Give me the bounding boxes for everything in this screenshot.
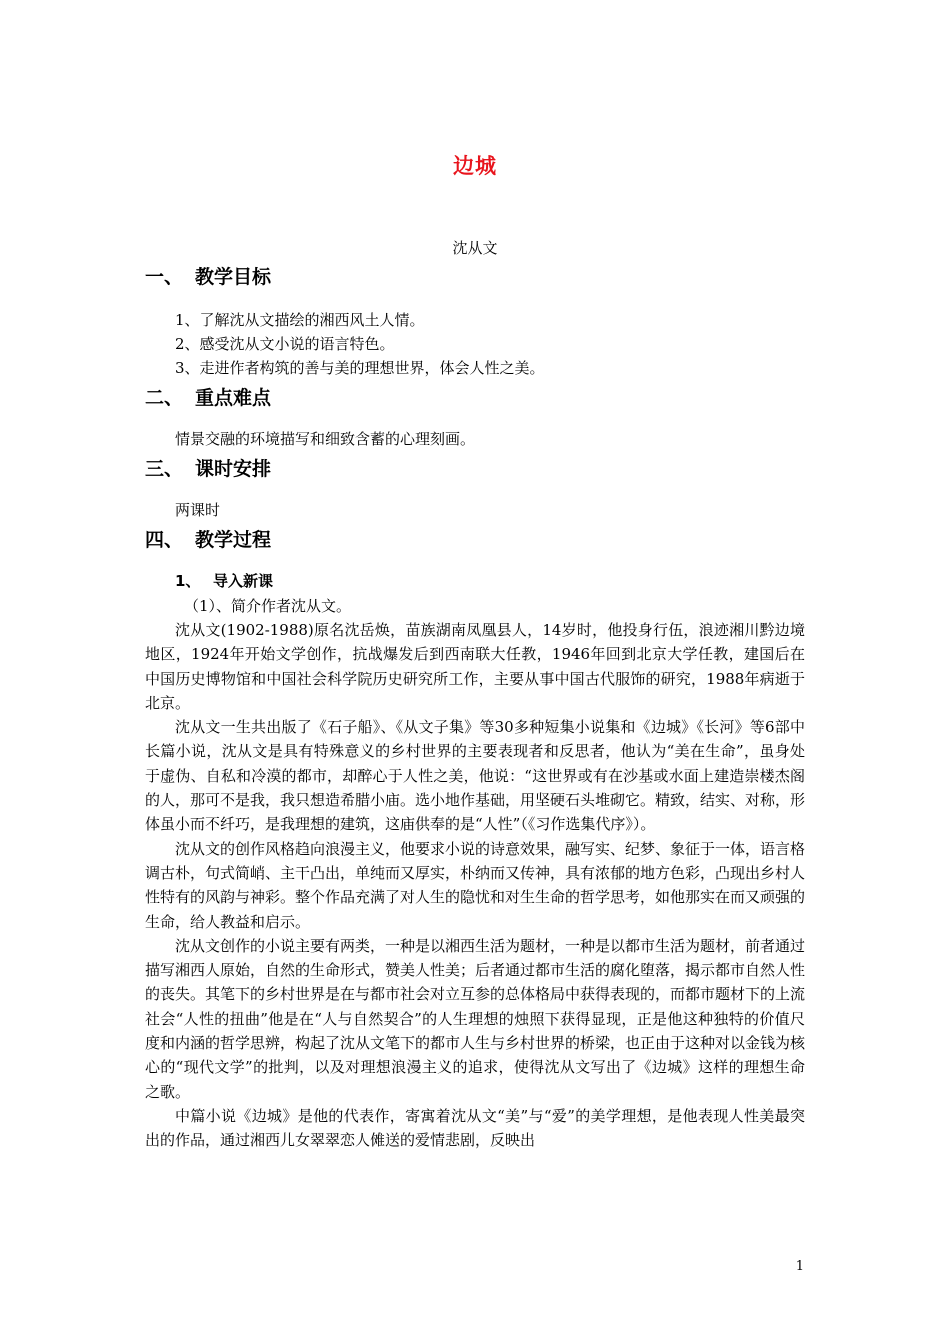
- section-number: 一、: [145, 266, 184, 288]
- objective-item: 1、了解沈从文描绘的湘西风土人情。: [175, 311, 425, 329]
- document-author: 沈从文: [452, 239, 498, 257]
- objective-item: 2、感受沈从文小说的语言特色。: [175, 335, 395, 353]
- subsection-intro: （1）、简介作者沈从文。: [184, 597, 352, 615]
- subsection-title: 导入新课: [213, 572, 274, 590]
- subsection-heading: [175, 570, 273, 591]
- section-title: 课时安排: [195, 458, 272, 480]
- section-heading-objectives: [145, 262, 271, 289]
- section-number: 四、: [145, 529, 184, 551]
- section-number: 二、: [145, 387, 184, 409]
- document-title: 边城: [453, 154, 497, 178]
- section-title: 教学目标: [195, 266, 272, 288]
- section-title: 重点难点: [195, 387, 272, 409]
- key-points-text: 情景交融的环境描写和细致含蓄的心理刻画。: [175, 430, 476, 448]
- schedule-text: 两课时: [175, 501, 221, 519]
- page-number: 1: [795, 1259, 804, 1274]
- section-heading-key-points: [145, 383, 271, 410]
- paragraph: 沈从文一生共出版了《石子船》、《从文子集》等30多种短集小说集和《边城》《长河》等6部中长篇小说，沈从文是具有特殊意义的乡村世界的主要表现者和反思者，他认为“美在生命”，虽身处于虚伪、自私和冷漠的都市，却醉心于人性之美，他说：“这世界或有在沙基或水面上建造崇楼杰阁的人，那可不是我，我只想造希腊小庙。选小地作基础，用坚硬石头堆砌它。精致，结实、对称，形体虽小而不纤巧，是我理想的建筑，这庙供奉的是“人性”（《习作选集代序》）。: [145, 718, 806, 834]
- section-heading-process: [145, 525, 271, 552]
- body-text: [145, 618, 805, 1153]
- subsection-number: 1、: [175, 572, 201, 590]
- paragraph: 中篇小说《边城》是他的代表作，寄寓着沈从文“美”与“爱”的美学理想，是他表现人性美最突出的作品，通过湘西儿女翠翠恋人傩送的爱情悲剧，反映出: [145, 1106, 805, 1150]
- section-heading-schedule: [145, 454, 271, 481]
- section-number: 三、: [145, 458, 184, 480]
- paragraph: 沈从文(1902-1988)原名沈岳焕，苗族湖南凤凰县人，14岁时，他投身行伍，浪迹湘川黔边境地区，1924年开始文学创作，抗战爆发后到西南联大任教，1946年回到北京大学任教，建国后在中国历史博物馆和中国社会科学院历史研究所工作，主要从事中国古代服饰的研究，1988年病逝于北京。: [145, 621, 805, 712]
- section-title: 教学过程: [195, 529, 272, 551]
- objective-item: 3、走进作者构筑的善与美的理想世界，体会人性之美。: [175, 359, 545, 377]
- paragraph: 沈从文的创作风格趋向浪漫主义，他要求小说的诗意效果，融写实、纪梦、象征于一体，语言格调古朴，句式简峭、主干凸出，单纯而又厚实，朴纳而又传神，具有浓郁的地方色彩，凸现出乡村人性特有的风韵与神彩。整个作品充满了对人生的隐忧和对生生命的哲学思考，如他那实在而又顽强的生命，给人教益和启示。: [145, 839, 806, 931]
- paragraph: 沈从文创作的小说主要有两类，一种是以湘西生活为题材，一种是以都市生活为题材，前者通过描写湘西人原始，自然的生命形式，赞美人性美；后者通过都市生活的腐化堕落，揭示都市自然人性的丧失。其笔下的乡村世界是在与都市社会对立互参的总体格局中获得表现的，而都市题材下的上流社会“人性的扭曲”他是在“人与自然契合”的人生理想的烛照下获得显现，正是他这种独特的价值尺度和内涵的哲学思辨，构起了沈从文笔下的都市人生与乡村世界的桥梁，也正由于这种对以金钱为核心的“现代文学”的批判，以及对理想浪漫主义的追求，使得沈从文写出了《边城》这样的理想生命之歌。: [145, 936, 806, 1101]
